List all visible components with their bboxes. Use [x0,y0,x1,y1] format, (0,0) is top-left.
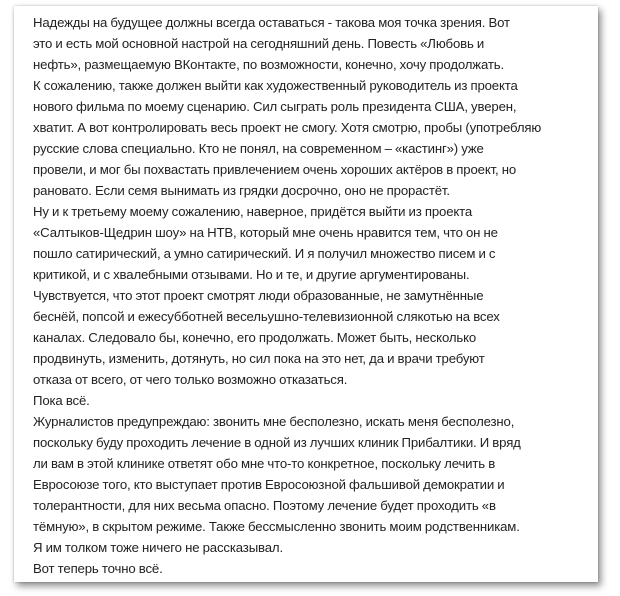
text-line: Я им толком тоже ничего не рассказывал. [33,540,283,555]
text-line: провели, и мог бы похвастать привлечением очень хороших актёров в проект, но [33,162,517,177]
text-line: Вот теперь точно всё. [33,561,163,576]
text-line: поскольку буду проходить лечение в одной из лучших клиник Прибалтики. И вряд [33,435,521,450]
text-line: нового фильма по моему сценарию. Сил сыграть роль президента США, уверен, [33,99,517,114]
text-line: толерантности, для них весьма опасно. Поэтому лечение будет проходить «в [33,498,496,513]
text-line: Ну и к третьему моему сожалению, наверное, придётся выйти из проекта [33,204,473,219]
text-line: нефть», размещаемую ВКонтакте, по возможности, конечно, хочу продолжать. [33,57,504,72]
text-line: К сожалению, также должен выйти как художественный руководитель из проекта [33,78,518,93]
text-line: Надежды на будущее должны всегда оставаться - такова моя точка зрения. Вот [33,15,510,30]
text-line: рановато. Если семя вынимать из грядки досрочно, оно не прорастёт. [33,183,450,198]
text-line: Евросоюзе того, кто выступает против Евросоюзной фальшивой демократии и [33,477,505,492]
text-line: тёмную», в скрытом режиме. Также бессмысленно звонить моим родственникам. [33,519,520,534]
text-line: пошло сатирический, а умно сатирический. И я получил множество писем и с [33,246,496,261]
document-page [14,6,598,582]
text-line: это и есть мой основной настрой на сегодняшний день. Повесть «Любовь и [33,36,485,51]
text-line: критикой, и с хвалебными отзывами. Но и те, и другие аргументированы. [33,267,470,282]
text-line: русские слова специально. Кто не понял, на современном – «кастинг») уже [33,141,484,156]
text-line: хватит. А вот контролировать весь проект не смогу. Хотя смотрю, пробы (употребляю [33,120,542,135]
text-line: отказа от всего, от чего только возможно отказаться. [33,372,348,387]
text-line: Пока всё. [33,393,90,408]
article-text [33,12,590,579]
text-line: «Салтыков-Щедрин шоу» на НТВ, который мне очень нравится тем, что он не [33,225,498,240]
text-line: беснёй, попсой и ежесубботней весельушно-телевизионной слякотью на всех [33,309,500,324]
text-line: каналах. Следовало бы, конечно, его продолжать. Может быть, несколько [33,330,477,345]
text-line: Журналистов предупреждаю: звонить мне бесполезно, искать меня бесполезно, [33,414,515,429]
text-line: продвинуть, изменить, дотянуть, но сил пока на это нет, да и врачи требуют [33,351,485,366]
text-line: ли вам в этой клинике ответят обо мне что-то конкретное, поскольку лечить в [33,456,496,471]
text-line: Чувствуется, что этот проект смотрят люди образованные, не замутнённые [33,288,484,303]
